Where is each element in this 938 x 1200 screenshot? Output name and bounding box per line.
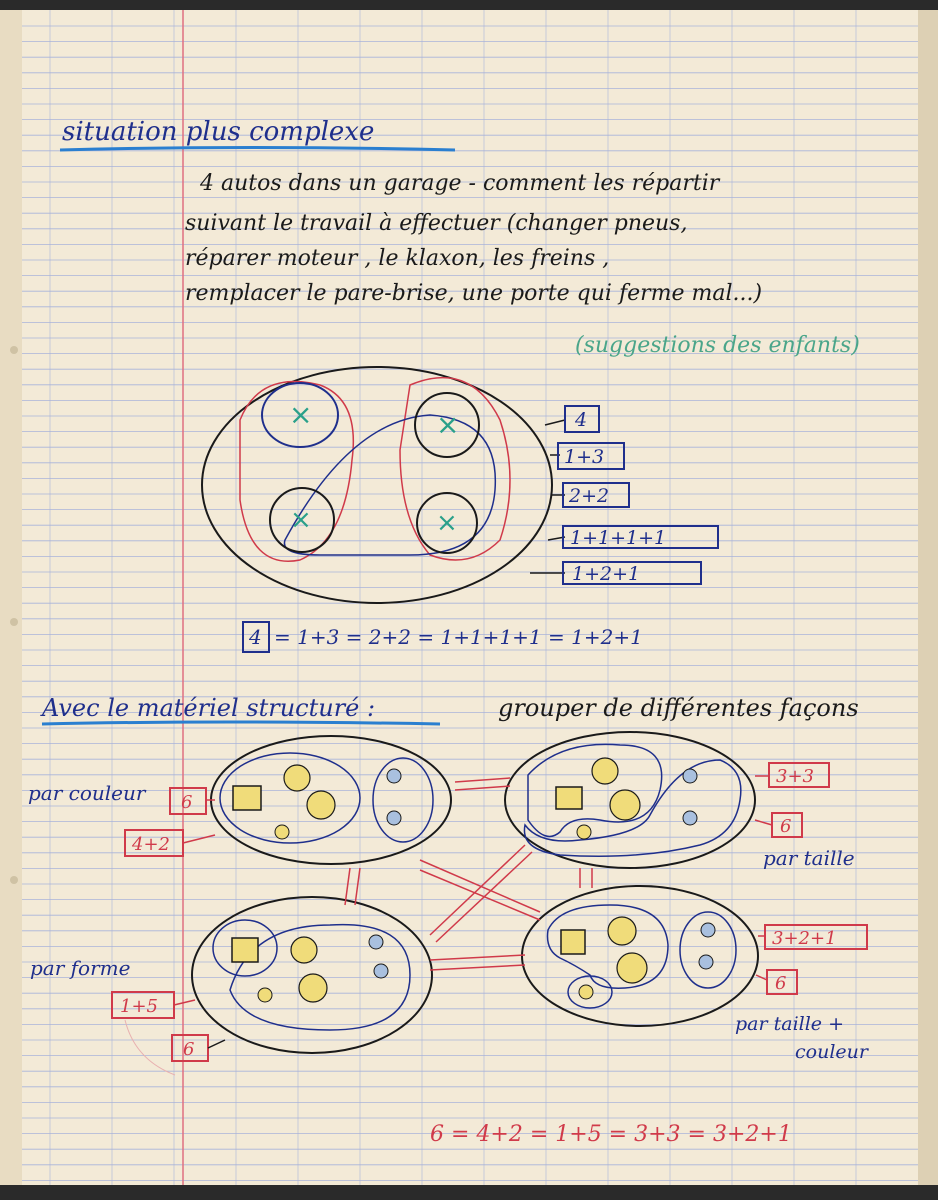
section2-subtitle: grouper de différentes façons [498,694,859,722]
section2-title: Avec le matériel structuré : [42,694,376,722]
par-taille-couleur-label-2: couleur [795,1041,868,1063]
equation-box-value: 4 [249,625,262,649]
page-binding-edge [0,0,22,1200]
par-forme-label: par forme [30,956,131,980]
par-taille-box-6: 6 [780,816,792,837]
par-taille-label: par taille [763,846,855,870]
par-forme-box-1-5: 1+5 [120,996,158,1017]
intro-line-4: remplacer le pare-brise, une porte qui ferme mal...) [185,281,763,306]
label-1-1-1-1: 1+1+1+1 [570,527,667,549]
final-equation: 6 = 4+2 = 1+5 = 3+3 = 3+2+1 [430,1122,792,1147]
binding-hole [10,346,18,354]
par-taille-couleur-box-6: 6 [775,973,787,994]
car-mark: × [290,505,312,535]
binding-hole [10,618,18,626]
car-mark: × [436,508,458,538]
intro-line-3: réparer moteur , le klaxon, les freins , [185,246,610,271]
par-forme-box-6: 6 [183,1039,195,1060]
page-top-shadow [0,0,938,10]
par-taille-couleur-label-1: par taille + [735,1013,845,1035]
label-2-2: 2+2 [569,485,610,507]
par-couleur-box-6: 6 [181,792,193,813]
page-bottom-shadow [0,1185,938,1200]
label-1-3: 1+3 [564,446,605,468]
intro-line-2: suivant le travail à effectuer (changer pneus, [185,211,688,236]
intro-line-1: 4 autos dans un garage - comment les répartir [200,171,720,196]
car-mark: × [289,398,313,431]
suggestions-note: (suggestions des enfants) [575,333,860,358]
page-right-edge [918,0,938,1200]
binding-hole [10,876,18,884]
label-4: 4 [575,409,588,431]
par-taille-box-3-3: 3+3 [776,766,814,787]
par-couleur-box-4-2: 4+2 [132,834,170,855]
equation-1: = 1+3 = 2+2 = 1+1+1+1 = 1+2+1 [274,625,643,649]
par-couleur-label: par couleur [28,781,146,805]
page-heading: situation plus complexe [62,117,375,147]
label-1-2-1: 1+2+1 [572,563,641,585]
car-mark: × [436,408,460,441]
par-taille-couleur-box-3-2-1: 3+2+1 [772,928,837,949]
